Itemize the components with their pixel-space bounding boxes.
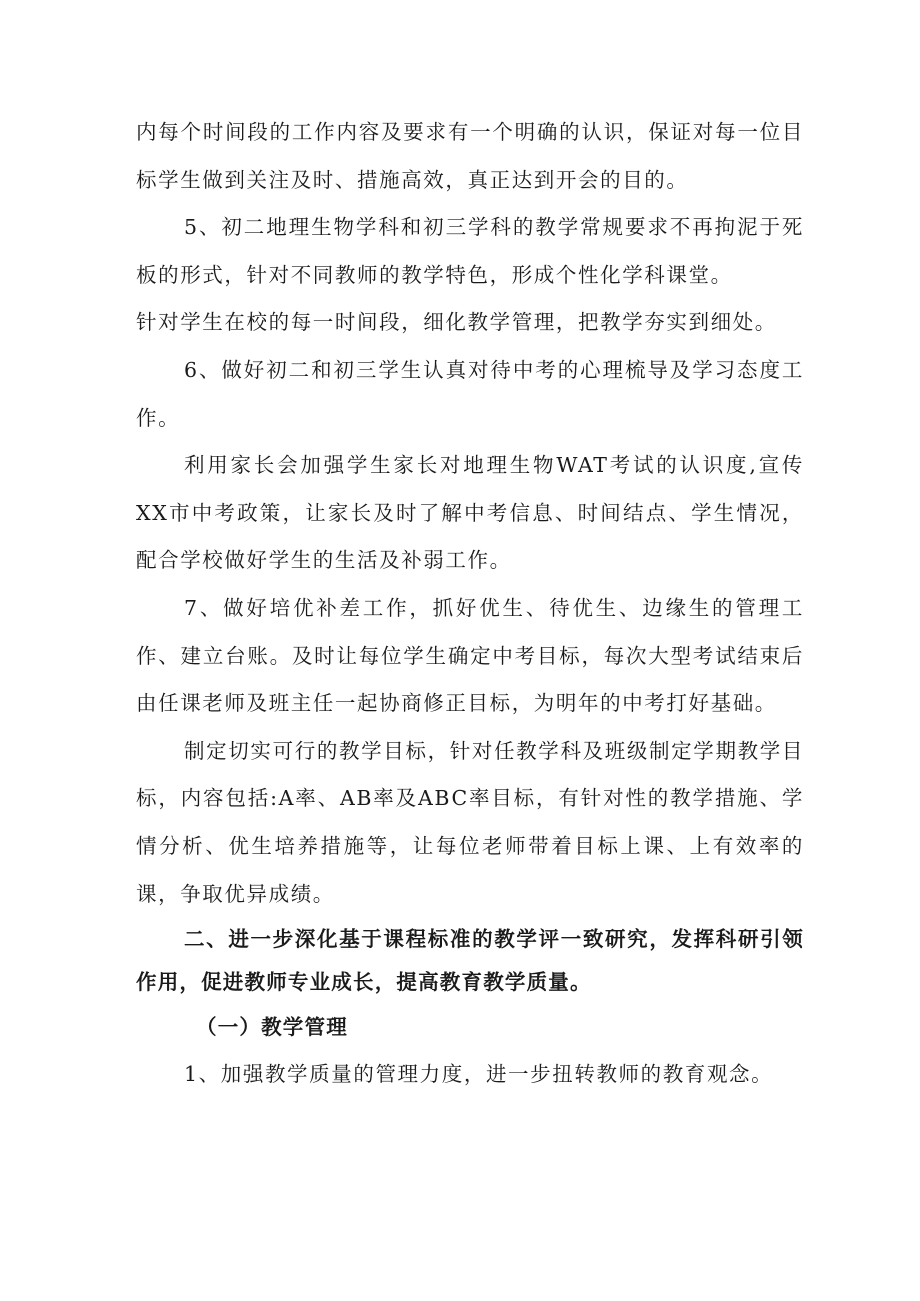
paragraph-continuation: 内每个时间段的工作内容及要求有一个明确的认识，保证对每一位目标学生做到关注及时、措施高效，真正达到开会的目的。 [136, 120, 804, 192]
paragraph-teaching-goals: 制定切实可行的教学目标，针对任教学科及班级制定学期教学目标，内容包括:A率、AB率及ABC率目标，有针对性的教学措施、学情分析、优生培养措施等，让每位老师带着目标上课、上有效率的课，争取优异成绩。 [136, 738, 804, 906]
paragraph-item-5-detail: 针对学生在校的每一时间段，细化教学管理，把教学夯实到细处。 [136, 310, 777, 335]
subsection-heading: （一）教学管理 [196, 1015, 348, 1040]
paragraph-item-5: 5、初二地理生物学科和初三学科的教学常规要求不再拘泥于死板的形式，针对不同教师的教学特色，形成个性化学科课堂。 [136, 215, 804, 287]
paragraph-item-7: 7、做好培优补差工作，抓好优生、待优生、边缘生的管理工作、建立台账。及时让每位学生确定中考目标，每次大型考试结束后由任课老师及班主任一起协商修正目标，为明年的中考打好基础。 [136, 595, 804, 716]
section-heading: 二、进一步深化基于课程标准的教学评一致研究，发挥科研引领作用，促进教师专业成长，提高教育教学质量。 [136, 927, 804, 995]
document-body [136, 109, 804, 1099]
paragraph-parent-meeting: 利用家长会加强学生家长对地理生物WAT考试的认识度,宣传XX市中考政策，让家长及时了解中考信息、时间结点、学生情况，配合学校做好学生的生活及补弱工作。 [136, 453, 804, 573]
paragraph-item-6: 6、做好初二和初三学生认真对待中考的心理梳导及学习态度工作。 [136, 357, 804, 430]
paragraph-item-1: 1、加强教学质量的管理力度，进一步扭转教师的教育观念。 [184, 1062, 774, 1087]
